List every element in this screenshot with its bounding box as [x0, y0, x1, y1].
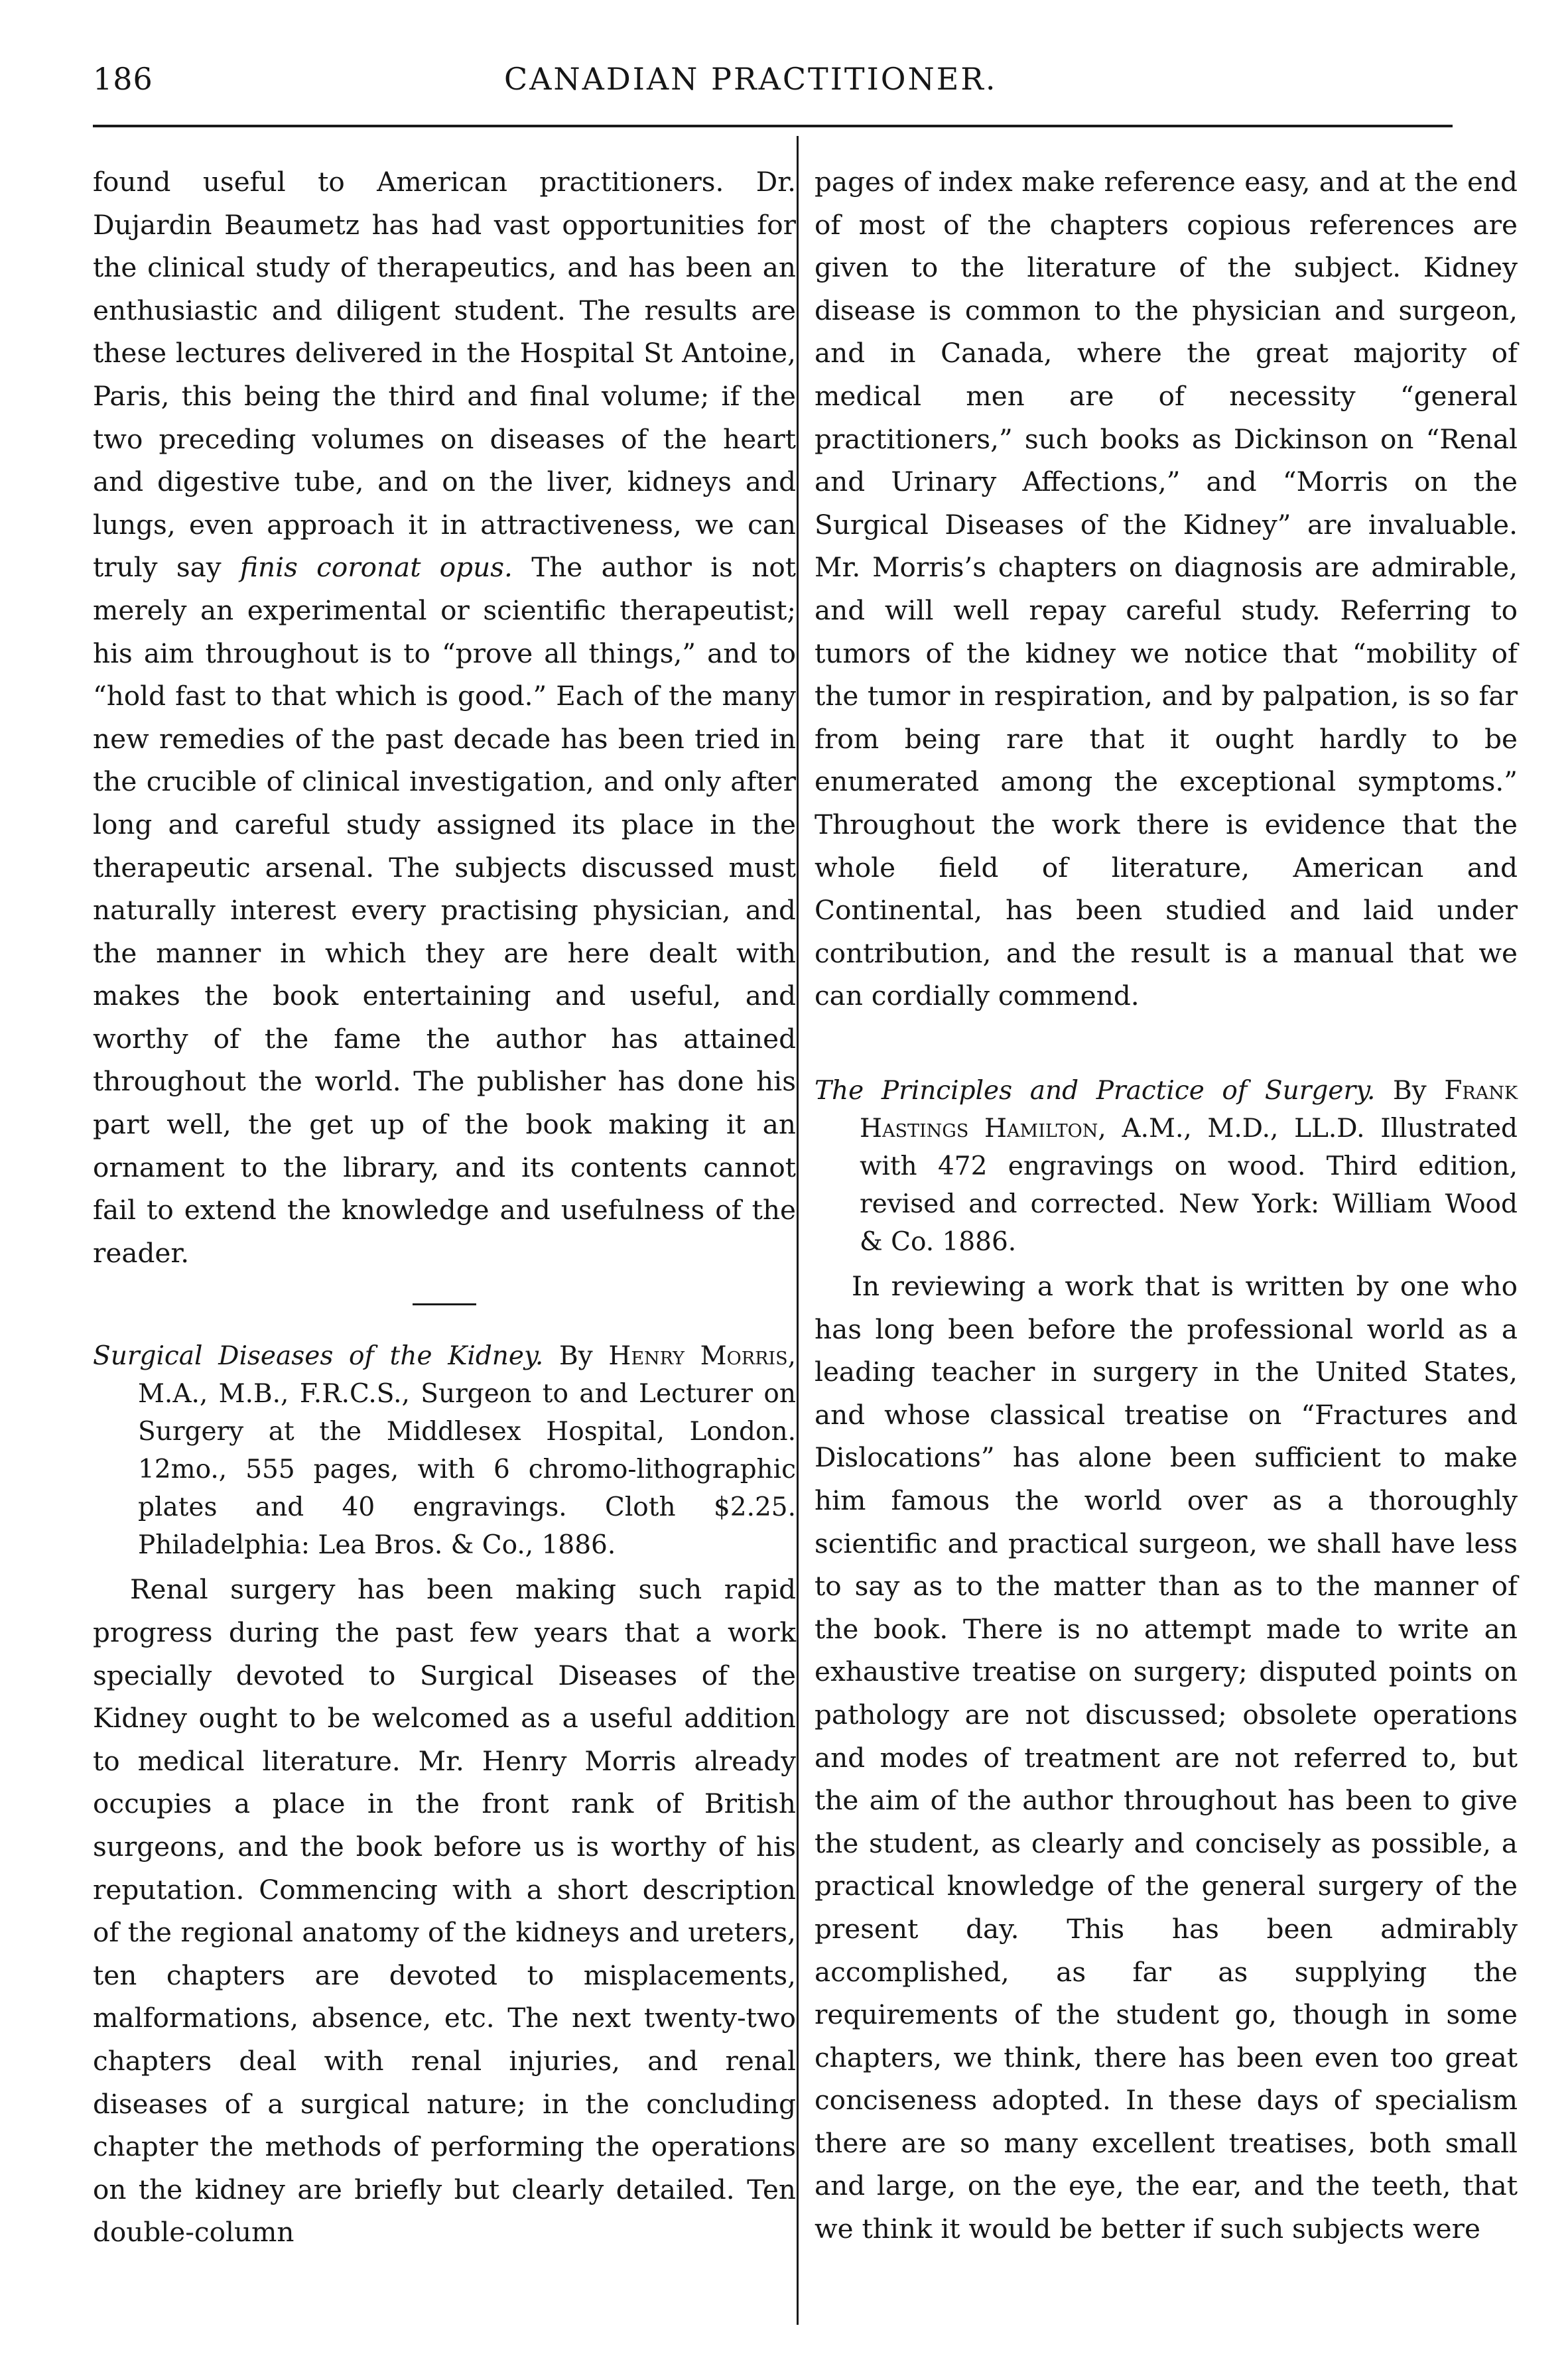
review-1-continuation	[93, 161, 796, 1274]
review-2-title: Surgical Diseases of the Kidney.	[93, 1341, 544, 1372]
left-column	[93, 161, 796, 2254]
review-2-author: Henry Morris	[608, 1341, 788, 1372]
journal-title: CANADIAN PRACTITIONER.	[504, 61, 998, 97]
review-2-continuation: pages of index make reference easy, and at the end of most of the chapters copious references are given to the literature of the subject. Kidney disease is common to the physician and surgeon, and in Canada, where the great majority of medical men are of necessity “general practitioners,” such books as Dickinson on “Renal and Urinary Affections,” and “Morris on the Surgical Diseases of the Kidney” are invaluable. Mr. Morris’s chapters on diagnosis are admirable, and will well repay careful study. Referring to tumors of the kidney we notice that “mobility of the tumor in respiration, and by palpation, is so far from being rare that it ought hardly to be enumerated among the exceptional symptoms.” Throughout the work there is evidence that the whole field of literature, American and Continental, has been studied and laid under contribution, and the result is a manual that we can cordially commend.	[815, 166, 1518, 1012]
review-2-heading	[93, 1337, 796, 1564]
review-3-title: The Principles and Practice of Surgery.	[815, 1076, 1376, 1106]
review-3-body: In reviewing a work that is written by one who has long been before the professional world as a leading teacher in surgery in the United States, and whose classical treatise on “Fractures and Dislocations” has alone been sufficient to make him famous the world over as a thoroughly scientific and practical surgeon, we shall have less to say as to the matter than as to the manner of the book. There is no attempt made to write an exhaustive treatise on surgery; disputed points on pathology are not discussed; obsolete operations and modes of treatment are not referred to, but the aim of the author throughout has been to give the student, as clearly and concisely as possible, a practical knowledge of the general surgery of the present day. This has been admirably accomplished, as far as supplying the requirements of the student go, though in some chapters, we think, there has been even too great conciseness adopted. In these days of specialism there are so many excellent treatises, both small and large, on the eye, the ear, and the teeth, that we think it would be better if such subjects were	[815, 1270, 1518, 2245]
page-header	[93, 61, 1453, 114]
review-3-details: , A.M., M.D., LL.D. Illustrated with 472 engravings on wood. Third edition, revised and corrected. New York: William Wood & Co. 1886.	[860, 1114, 1518, 1257]
review-3-heading	[815, 1072, 1518, 1261]
review-2-by: By	[558, 1341, 593, 1372]
header-rule	[93, 125, 1453, 127]
latin-phrase: finis coronat opus.	[240, 551, 513, 584]
review-3-author: Frank Hastings Hamilton	[860, 1076, 1518, 1144]
review-2-details: , M.A., M.B., F.R.C.S., Surgeon to and Lecturer on Surgery at the Middlesex Hospital, London. 12mo., 555 pages, with 6 chromo-lithographic plates and 40 engravings. Cloth $2.25. Philadelphia: Lea Bros. & Co., 1886.	[138, 1341, 796, 1561]
column-divider	[797, 136, 799, 2325]
review-2-body: Renal surgery has been making such rapid progress during the past few years that a work specially devoted to Surgical Diseases of the Kidney ought to be welcomed as a useful addition to medical literature. Mr. Henry Morris already occupies a place in the front rank of British surgeons, and the book before us is worthy of his reputation. Commencing with a short description of the regional anatomy of the kidneys and ureters, ten chapters are devoted to misplacements, malformations, absence, etc. The next twenty-two chapters deal with renal injuries, and renal diseases of a surgical nature; in the concluding chapter the methods of performing the operations on the kidney are briefly but clearly detailed. Ten double-column	[93, 1573, 796, 2249]
review-1-text-rest: The author is not merely an experimental or scientific therapeutist; his aim throughout is to “prove all things,” and to “hold fast to that which is good.” Each of the many new remedies of the past decade has been tried in the crucible of clinical investigation, and only after long and careful study assigned its place in the therapeutic arsenal. The subjects discussed must naturally interest every practising physician, and the manner in which they are here dealt with makes the book entertaining and useful, and worthy of the fame the author has attained throughout the world. The publisher has done his part well, the get up of the book making it an ornament to the library, and its contents cannot fail to extend the knowledge and usefulness of the reader.	[93, 551, 797, 1269]
review-3-by: By	[1392, 1076, 1427, 1106]
right-column-bottom	[815, 1072, 1518, 2251]
right-column-top	[815, 161, 1518, 1017]
page-number: 186	[93, 61, 153, 97]
review-1-text: found useful to American practitioners. Dr. Dujardin Beaumetz has had vast opportunities for the clinical study of therapeutics, and has been an enthusiastic and diligent student. The results are these lectures delivered in the Hospital St Antoine, Paris, this being the third and final volume; if the two preceding volumes on diseases of the heart and digestive tube, and on the liver, kidneys and lungs, even approach it in attractiveness, we can truly say	[93, 166, 796, 584]
section-separator	[413, 1303, 476, 1305]
